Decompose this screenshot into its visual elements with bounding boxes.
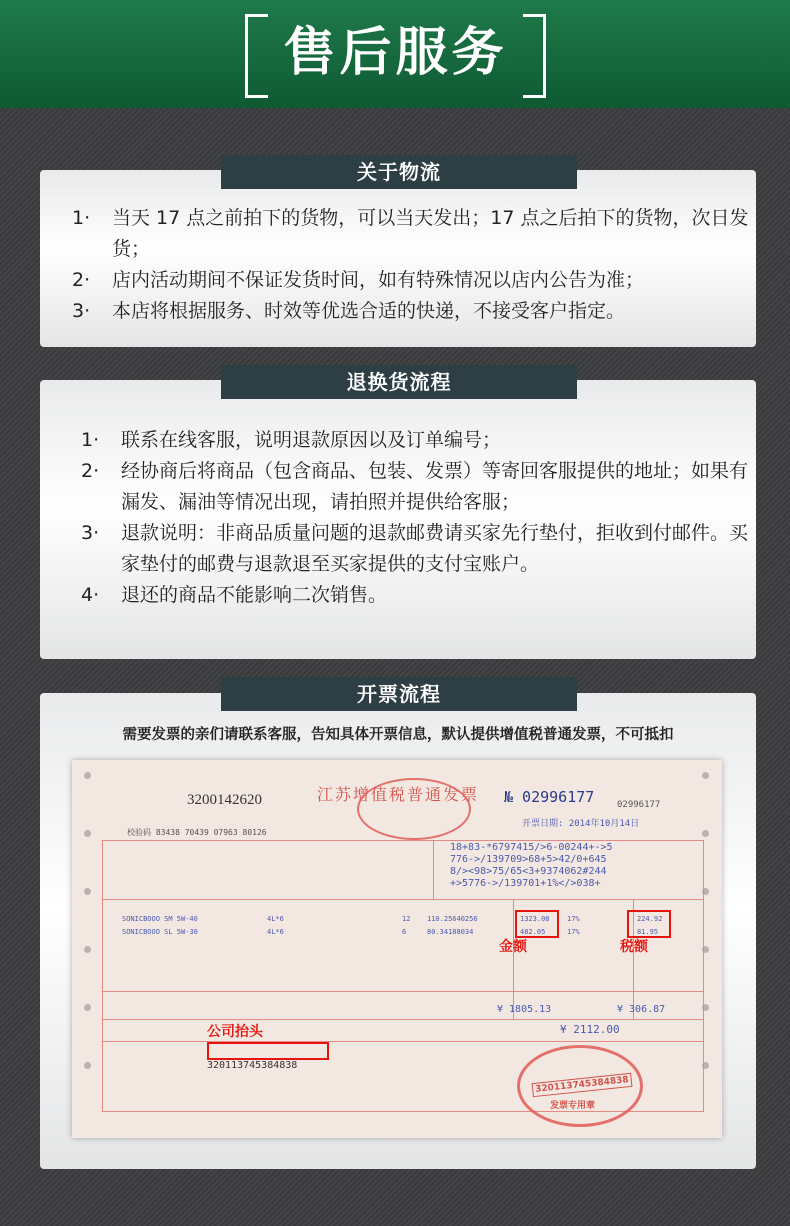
logistics-list — [72, 203, 752, 327]
section-title-returns: 退换货流程 — [221, 365, 577, 399]
cipher-area: 18+83-*6797415/>6-00244+->5 776->/139709>68+5>42/0+645 8/><98>75/65<3+9374062#244 +>5776->/139701+1%</>038+ — [450, 842, 613, 889]
feed-hole — [84, 946, 91, 953]
invoice-notice: 需要发票的亲们请联系客服，告知具体开票信息，默认提供增值税普通发票，不可抵扣 — [122, 727, 674, 743]
invoice-doc-title: 江苏增值税普通发票 — [317, 785, 480, 804]
returns-list — [81, 425, 751, 611]
feed-hole — [84, 888, 91, 895]
item-row-1: SONICBOOO SM 5W-40 — [122, 915, 198, 923]
list-item: 3· 本店将根据服务、时效等优选合适的快递，不接受客户指定。 — [72, 300, 626, 322]
tax-highlight — [627, 910, 671, 938]
amount-highlight — [515, 910, 559, 938]
seal-taxid: 320113745384838 — [532, 1073, 633, 1097]
seller-taxid: 320113745384838 — [207, 1060, 298, 1071]
amount-label: 金额 — [499, 939, 527, 955]
header-banner — [0, 0, 790, 108]
list-item: 2· 店内活动期间不保证发货时间，如有特殊情况以店内公告为准； — [72, 269, 645, 291]
list-item: 1· 当天 17 点之前拍下的货物，可以当天发出；17 点之后拍下的货物，次日发货； — [72, 207, 749, 260]
company-title-label: 公司抬头 — [207, 1024, 263, 1040]
check-code: 校验码 83438 70439 07963 80126 — [127, 828, 267, 837]
feed-hole — [702, 830, 709, 837]
invoice-number-small: 02996177 — [617, 800, 661, 810]
company-name-highlight — [207, 1042, 329, 1060]
invoice-code: 3200142620 — [187, 792, 262, 808]
feed-hole — [84, 772, 91, 779]
list-item: 1· 联系在线客服，说明退款原因以及订单编号； — [81, 429, 502, 451]
list-item: 3· 退款说明：非商品质量问题的退款邮费请买家先行垫付，拒收到付邮件。买家垫付的邮费与退款退至买家提供的支付宝账户。 — [81, 522, 749, 575]
tax-label: 税额 — [620, 939, 648, 955]
invoice-number: № 02996177 — [504, 788, 595, 806]
section-title-logistics: 关于物流 — [221, 155, 577, 189]
total-tax: ¥ 306.87 — [617, 1004, 666, 1015]
invoice-date: 开票日期: 2014年10月14日 — [522, 819, 640, 829]
tax-bureau-seal — [357, 778, 471, 840]
grand-total: ¥ 2112.00 — [560, 1023, 620, 1036]
total-amount: ¥ 1805.13 — [497, 1004, 552, 1015]
seal-label: 发票专用章 — [550, 1101, 596, 1111]
feed-hole — [84, 830, 91, 837]
feed-hole — [84, 1004, 91, 1011]
bracket-right — [523, 14, 546, 98]
page-title: 售后服务 — [283, 23, 508, 83]
item-row-2: SONICBOOO SL 5W-30 — [122, 928, 198, 936]
invoice-photo: 3200142620 江苏增值税普通发票 № 02996177 02996177 开票日期: 2014年10月14日 校验码 83438 70439 07963 80126 18+83-*6797415/>6-00244+->5 776->/139709>68+5>42/0+645 8/><98>75/65<3+9374062#244 +>5776->/139701+1%</>038+ SONICBOOO SM 5W-40 4L*6 12 110.25640256 1323.08 17% 224.92 SONICBOOO SL 5W-30 4L*6 6 80.34188034 482.05 17% 81.95 金额 税额 ¥ 1805.13 ¥ 306.87 ¥ 2112.00 公司抬头 320113745384838 320113745384838 发票专用章 — [72, 760, 722, 1138]
section-title-invoice: 开票流程 — [221, 677, 577, 711]
list-item: 4· 退还的商品不能影响二次销售。 — [81, 584, 388, 606]
feed-hole — [702, 772, 709, 779]
list-item: 2· 经协商后将商品（包含商品、包装、发票）等寄回客服提供的地址；如果有漏发、漏油等情况出现，请拍照并提供给客服； — [81, 460, 749, 513]
feed-hole — [84, 1062, 91, 1069]
